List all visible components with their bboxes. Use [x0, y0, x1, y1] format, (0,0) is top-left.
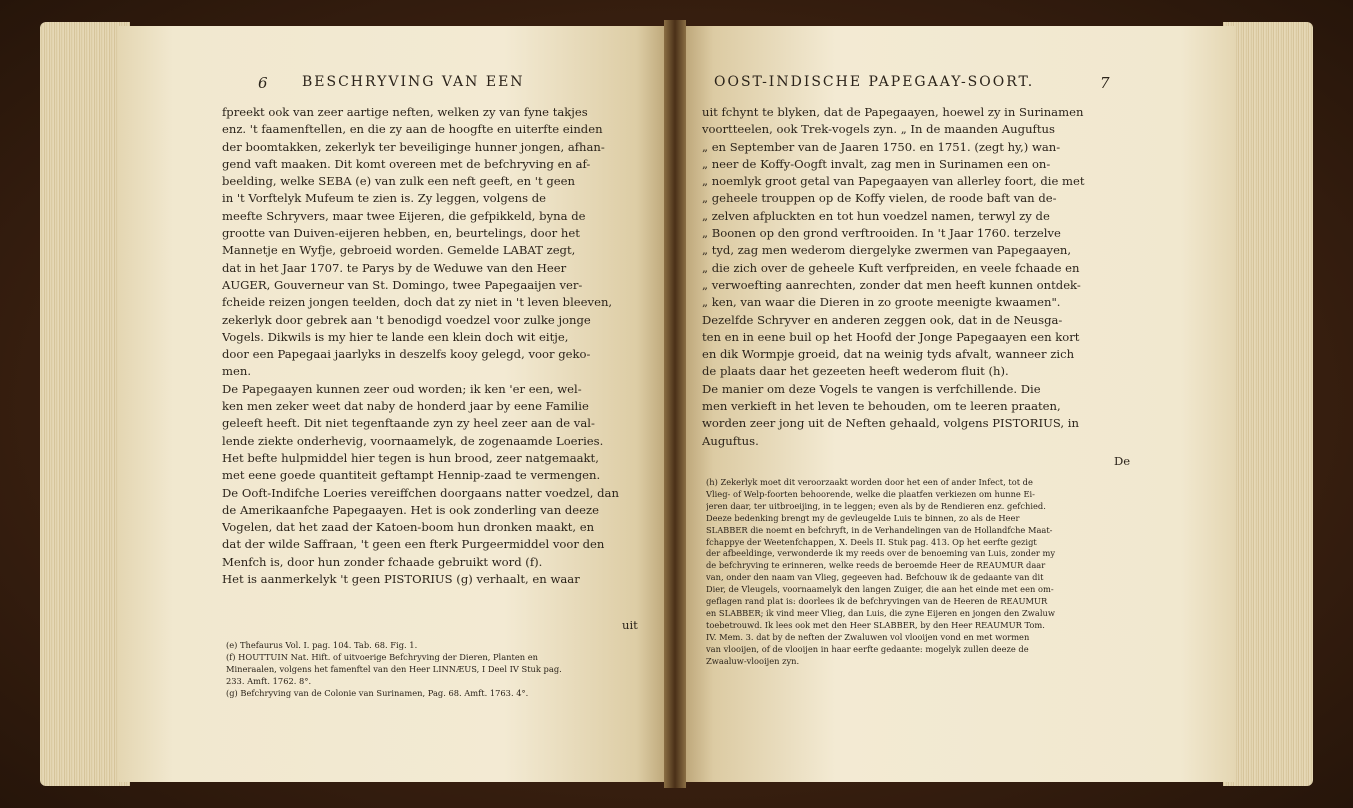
text-line: De manier om deze Vogels te vangen is verfchillende. Die — [702, 381, 1041, 396]
text-line: met eene goede quantiteit geftampt Hennip-zaad te vermengen. — [222, 468, 601, 483]
page-number: 6 — [258, 74, 268, 92]
text-line: grootte van Duiven-eijeren hebben, en, beurtelings, door het — [222, 226, 580, 241]
text-line: Vlieg- of Welp-foorten behoorende, welke die plaatfen verkiezen om hunne Ei- — [706, 488, 1035, 499]
catchword: De — [1114, 454, 1131, 468]
text-line: fchappye der Weetenfchappen, X. Deels II. Stuk pag. 413. Op het eerfte gezigt — [706, 536, 1037, 547]
text-line: Auguftus. — [702, 433, 759, 448]
text-line: „ tyd, zag men wederom diergelyke zwermen van Papegaayen, — [702, 243, 1072, 258]
text-line: Het is aanmerkelyk 't geen PISTORIUS (g) verhaalt, en waar — [222, 572, 580, 587]
text-line: ten en in eene buil op het Hoofd der Jonge Papegaayen een kort — [702, 329, 1080, 344]
text-line: „ neer de Koffy-Oogft invalt, zag men in Surinamen een on- — [702, 156, 1051, 171]
text-line: jeren daar, ter uitbroeijing, in te leggen; even als by de Rendieren enz. gefchied. — [706, 500, 1046, 511]
text-line: en SLABBER; ik vind meer Vlieg, dan Luis, die zyne Eijeren en jongen den Zwaluw — [706, 607, 1055, 618]
text-line: Dezelfde Schryver en anderen zeggen ook, dat in de Neusga- — [702, 312, 1063, 327]
text-line: voortteelen, ook Trek-vogels zyn. „ In de maanden Auguftus — [702, 122, 1055, 137]
text-line: (e) Thefaurus Vol. I. pag. 104. Tab. 68. Fig. 1. — [226, 640, 418, 650]
text-line: dat der wilde Saffraan, 't geen een fterk Purgeermiddel voor den — [222, 537, 605, 552]
text-line: worden zeer jong uit de Neften gehaald, volgens PISTORIUS, in — [702, 416, 1079, 431]
text-line: de befchryving te erinneren, welke reeds de beroemde Heer de REAUMUR daar — [706, 560, 1046, 571]
text-line: Mannetje en Wyfje, gebroeid worden. Gemelde LABAT zegt, — [222, 243, 576, 258]
text-line: „ en September van de Jaaren 1750. en 1751. (zegt hy,) wan- — [702, 139, 1061, 154]
text-line: Vogelen, dat het zaad der Katoen-boom hun dronken maakt, en — [222, 520, 595, 535]
text-line: De Papegaayen kunnen zeer oud worden; ik ken 'er een, wel- — [222, 381, 582, 396]
page-number: 7 — [1100, 74, 1110, 92]
text-line: geflagen rand plat is: doorlees ik de befchryvingen van de Heeren de REAUMUR — [706, 596, 1048, 607]
text-line: Vogels. Dikwils is my hier te lande een klein doch wit eitje, — [222, 329, 569, 344]
page-edges-right — [1223, 22, 1313, 786]
text-line: „ noemlyk groot getal van Papegaayen van allerley foort, die met — [702, 174, 1085, 189]
text-line: „ geheele trouppen op de Koffy vielen, de roode baft van de- — [702, 191, 1057, 206]
text-line: van, onder den naam van Vlieg, gegeeven had. Befchouw ik de gedaante van dit — [706, 572, 1044, 583]
text-line: geleeft heeft. Dit niet tegenftaande zyn zy heel zeer aan de val- — [222, 416, 595, 431]
text-line: fpreekt ook van zeer aartige neften, welken zy van fyne takjes — [222, 105, 588, 119]
text-line: men. — [222, 364, 252, 379]
text-line: Deeze bedenking brengt my de gevleugelde Luis te binnen, zo als de Heer — [706, 512, 1020, 523]
text-line: gend vaft maaken. Dit komt overeen met de befchryving en af- — [222, 156, 591, 171]
text-line: Mineraalen, volgens het famenftel van den Heer LINNÆUS, I Deel IV Stuk pag. — [226, 663, 562, 674]
text-line: (h) Zekerlyk moet dit veroorzaakt worden door het een of ander Infect, tot de — [706, 477, 1033, 487]
text-line: men verkieft in het leven te behouden, om te leeren praaten, — [702, 399, 1061, 414]
text-line: De Ooft-Indifche Loeries vereiffchen doorgaans natter voedzel, dan — [222, 485, 619, 500]
text-line: „ die zich over de geheele Kuft verfpreiden, en veele fchaade en — [702, 260, 1080, 275]
text-line: „ verwoefting aanrechten, zonder dat men heeft kunnen ontdek- — [702, 277, 1081, 292]
text-line: ken men zeker weet dat naby de honderd jaar by eene Familie — [222, 399, 589, 414]
text-line: in 't Vorftelyk Mufeum te zien is. Zy leggen, volgens de — [222, 191, 547, 206]
body-text — [702, 104, 1130, 450]
body-text — [222, 104, 652, 588]
text-line: van vlooijen, of de vlooijen in haar eerfte gedaante: mogelyk zullen deeze de — [706, 643, 1029, 654]
text-line: der boomtakken, zekerlyk ter beveiliginge hunner jongen, afhan- — [222, 139, 605, 154]
running-header: OOST-INDISCHE PAPEGAAY-SOORT. — [714, 74, 1035, 90]
text-line: en dik Wormpje groeid, dat na weinig tyds afvalt, wanneer zich — [702, 347, 1075, 362]
text-line: Menfch is, door hun zonder fchaade gebruikt word (f). — [222, 554, 543, 569]
text-line: (g) Befchryving van de Colonie van Surinamen, Pag. 68. Amft. 1763. 4°. — [226, 687, 529, 698]
right-page — [680, 26, 1236, 782]
footnotes — [706, 477, 1130, 668]
footnotes — [226, 640, 646, 700]
text-line: uit fchynt te blyken, dat de Papegaayen, hoewel zy in Surinamen — [702, 105, 1084, 119]
catchword: uit — [622, 618, 638, 632]
text-line: „ Boonen op den grond verftrooiden. In 't Jaar 1760. terzelve — [702, 226, 1061, 241]
text-line: beelding, welke SEBA (e) van zulk een neft geeft, en 't geen — [222, 174, 575, 189]
text-line: fcheide reizen jongen teelden, doch dat zy niet in 't leven bleeven, — [222, 295, 613, 310]
text-line: enz. 't faamenftellen, en die zy aan de hoogfte en uiterfte einden — [222, 122, 603, 137]
text-line: lende ziekte onderhevig, voornaamelyk, de zogenaamde Loeries. — [222, 433, 604, 448]
book-gutter — [664, 20, 686, 788]
text-line: AUGER, Gouverneur van St. Domingo, twee Papegaaijen ver- — [222, 277, 583, 292]
text-line: Dier, de Vleugels, voornaamelyk den langen Zuiger, die aan het einde met een om- — [706, 584, 1054, 595]
text-line: „ zelven afpluckten en tot hun voedzel namen, terwyl zy de — [702, 208, 1050, 223]
left-page — [118, 26, 670, 782]
text-line: IV. Mem. 3. dat by de neften der Zwaluwen vol vlooijen vond en met wormen — [706, 631, 1030, 642]
text-line: door een Papegaai jaarlyks in deszelfs kooy gelegd, voor geko- — [222, 347, 591, 362]
text-line: toebetrouwd. Ik lees ook met den Heer SLABBER, by den Heer REAUMUR Tom. — [706, 619, 1045, 630]
text-line: Het befte hulpmiddel hier tegen is hun brood, zeer natgemaakt, — [222, 450, 599, 465]
text-line: „ ken, van waar die Dieren in zo groote meenigte kwaamen". — [702, 295, 1061, 310]
text-line: de Amerikaanfche Papegaayen. Het is ook zonderling van deeze — [222, 502, 599, 517]
text-line: SLABBER die noemt en befchryft, in de Verhandelingen van de Hollandfche Maat- — [706, 524, 1053, 535]
text-line: Zwaaluw-vlooijen zyn. — [706, 655, 800, 666]
text-line: dat in het Jaar 1707. te Parys by de Weduwe van den Heer — [222, 260, 567, 275]
text-line: 233. Amft. 1762. 8°. — [226, 675, 312, 686]
text-line: meefte Schryvers, maar twee Eijeren, die gefpikkeld, byna de — [222, 208, 586, 223]
page-edges-left — [40, 22, 130, 786]
text-line: de plaats daar het gezeeten heeft wederom fluit (h). — [702, 364, 1009, 379]
running-header: BESCHRYVING VAN EEN — [302, 74, 525, 90]
text-line: der afbeeldinge, verwonderde ik my reeds over de benoeming van Luis, zonder my — [706, 548, 1056, 559]
text-line: (f) HOUTTUIN Nat. Hift. of uitvoerige Befchryving der Dieren, Planten en — [226, 651, 538, 662]
text-line: zekerlyk door gebrek aan 't benodigd voedzel voor zulke jonge — [222, 312, 591, 327]
